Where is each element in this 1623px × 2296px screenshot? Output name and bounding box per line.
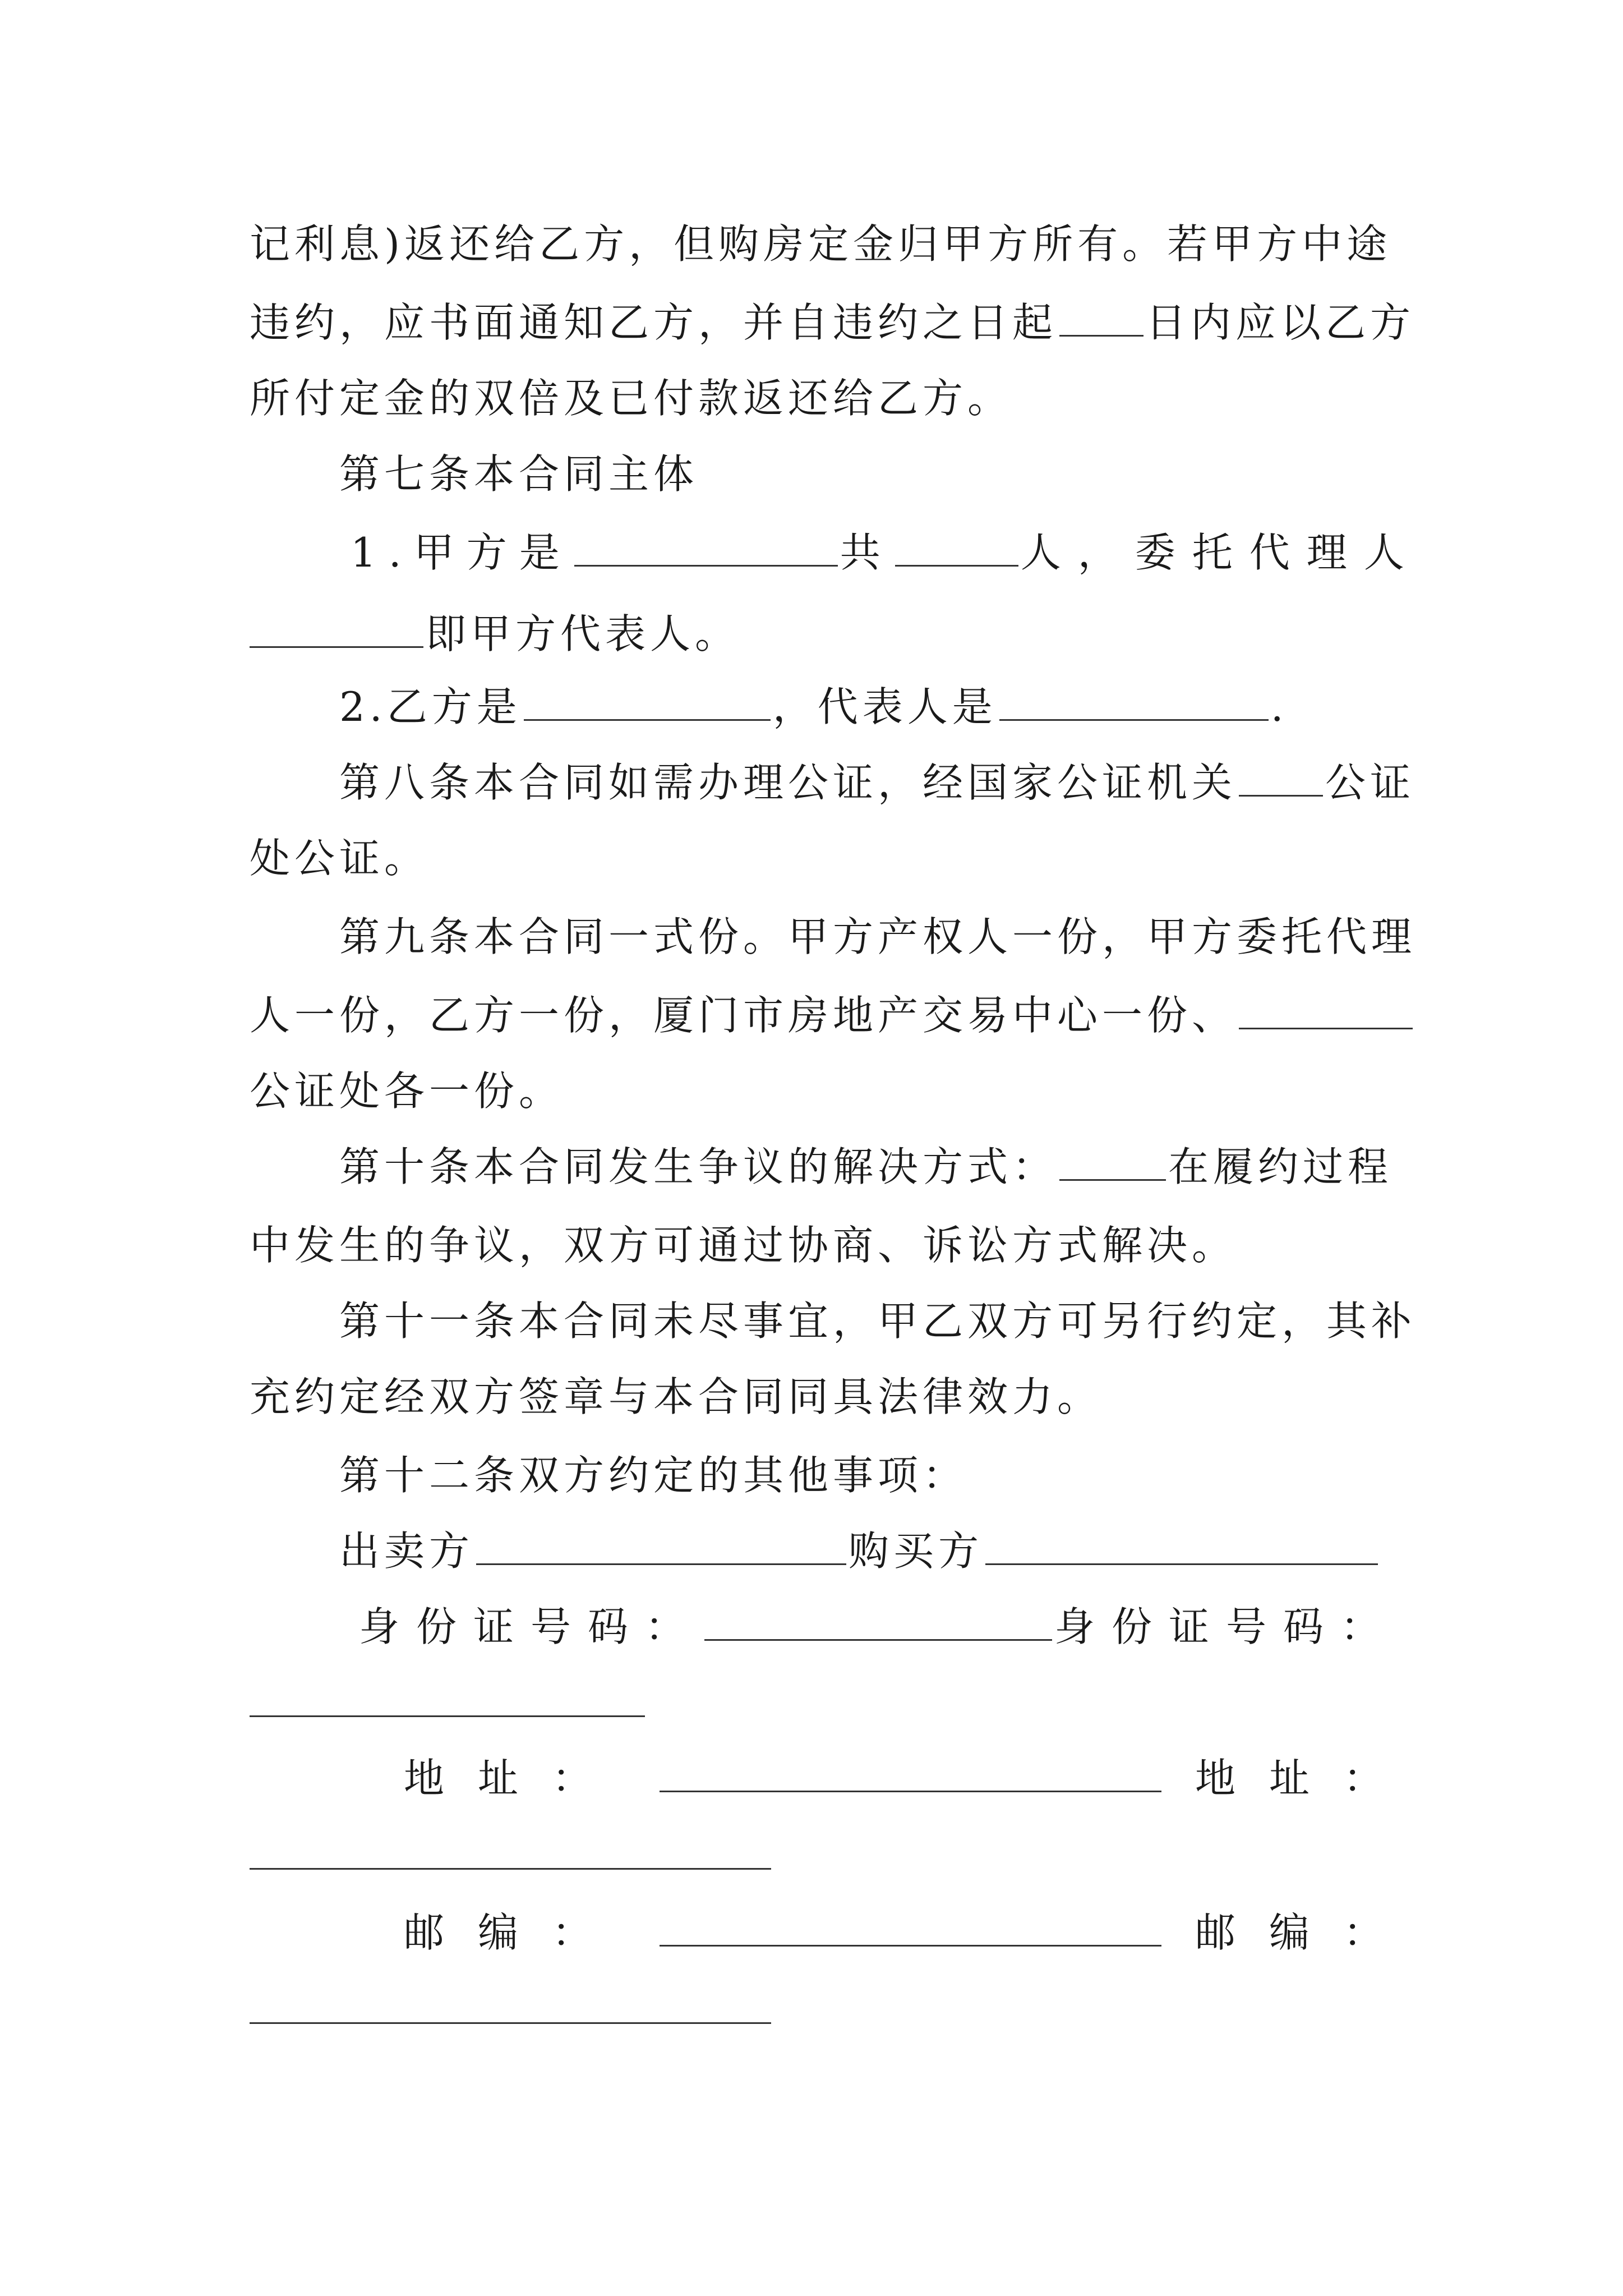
seller-zip-label: 邮编： xyxy=(404,1909,626,1956)
article-10-cont xyxy=(250,1206,1394,1285)
seller-id-label: 身份证号码： xyxy=(359,1603,703,1650)
buyer-zip-label: 邮编： xyxy=(1195,1909,1418,1956)
text: 中发生的争议，双方可通过协商、诉讼方式解决。 xyxy=(250,1222,1237,1269)
buyer-id-field[interactable] xyxy=(250,1715,645,1717)
text: ，代表人是 xyxy=(772,683,997,730)
text: . xyxy=(1270,683,1288,730)
article-11-cont xyxy=(250,1358,1394,1436)
text: 共 xyxy=(840,529,893,576)
text: 2.乙方是 xyxy=(339,683,522,730)
text: 第九条本合同一式份。甲方产权人一份，甲方委托代理 xyxy=(339,913,1417,960)
party-b-field[interactable] xyxy=(524,677,771,721)
text: 第七条本合同主体 xyxy=(339,450,699,498)
text: 第十条本合同发生争议的解决方式： xyxy=(339,1143,1058,1190)
buyer-address-field[interactable] xyxy=(250,1868,771,1870)
party-a-field[interactable] xyxy=(574,522,838,567)
blank-field[interactable] xyxy=(1059,292,1144,337)
seller-label: 出卖方 xyxy=(339,1527,474,1575)
article-8-cont xyxy=(250,819,1394,898)
article-10 xyxy=(339,1128,1394,1206)
text: 记利息)返还给乙方，但购房定金归甲方所有。若甲方中途 xyxy=(250,220,1392,268)
text: 在履约过程 xyxy=(1168,1143,1393,1190)
text: 公证 xyxy=(1325,759,1415,806)
paragraph-line xyxy=(250,205,1394,283)
seller-address-field[interactable] xyxy=(660,1748,1161,1792)
dispute-method-field[interactable] xyxy=(1059,1137,1166,1181)
id-number-row xyxy=(359,1588,1398,1666)
article-9-cont xyxy=(250,976,1394,1055)
text: 第十二条双方约定的其他事项： xyxy=(339,1452,968,1499)
article-8 xyxy=(339,743,1415,822)
buyer-label: 购买方 xyxy=(849,1527,984,1575)
text: 第八条本合同如需办理公证，经国家公证机关 xyxy=(339,759,1237,806)
text: 所付定金的双倍及已付款返还给乙方。 xyxy=(250,375,1013,422)
paragraph-line xyxy=(250,283,1415,362)
notary-field[interactable] xyxy=(1239,752,1323,797)
article-11 xyxy=(339,1282,1417,1360)
seller-field[interactable] xyxy=(476,1521,846,1565)
article-12 xyxy=(339,1436,1394,1515)
text: 1.甲方是 xyxy=(351,529,572,576)
buyer-id-label: 身份证号码： xyxy=(1054,1603,1398,1650)
notary-office-field[interactable] xyxy=(1239,985,1413,1029)
text: 处公证。 xyxy=(250,835,430,882)
paragraph-line xyxy=(250,359,1394,438)
zip-row xyxy=(404,1893,1418,1972)
party-a-count-field[interactable] xyxy=(895,522,1018,567)
text: 即甲方代表人。 xyxy=(426,610,740,657)
party-b-rep-field[interactable] xyxy=(999,677,1269,721)
text: 第十一条本合同未尽事宜，甲乙双方可另行约定，其补 xyxy=(339,1297,1417,1345)
text: 公证处各一份。 xyxy=(250,1068,564,1115)
text: 日内应以乙方 xyxy=(1146,299,1415,346)
article-7-item-2 xyxy=(339,668,1394,746)
article-7-item-1-cont xyxy=(250,595,1394,673)
signature-parties xyxy=(339,1512,1394,1590)
address-row xyxy=(404,1739,1418,1818)
agent-field[interactable] xyxy=(250,604,423,648)
text: 人一份，乙方一份，厦门市房地产交易中心一份、 xyxy=(250,992,1237,1039)
buyer-address-label: 地址： xyxy=(1195,1755,1418,1802)
buyer-field[interactable] xyxy=(985,1521,1378,1565)
article-7-item-1 xyxy=(351,513,1421,592)
article-9-cont xyxy=(250,1052,1394,1130)
article-7-heading xyxy=(339,435,1394,513)
buyer-zip-field[interactable] xyxy=(250,2022,771,2024)
text: 人，委托代理人 xyxy=(1020,529,1421,576)
seller-address-label: 地址： xyxy=(404,1755,626,1802)
article-9 xyxy=(339,898,1417,976)
seller-zip-field[interactable] xyxy=(660,1902,1161,1947)
text: 充约定经双方签章与本合同同具法律效力。 xyxy=(250,1373,1103,1420)
seller-id-field[interactable] xyxy=(704,1596,1052,1641)
text: 违约，应书面通知乙方，并自违约之日起 xyxy=(250,299,1058,346)
